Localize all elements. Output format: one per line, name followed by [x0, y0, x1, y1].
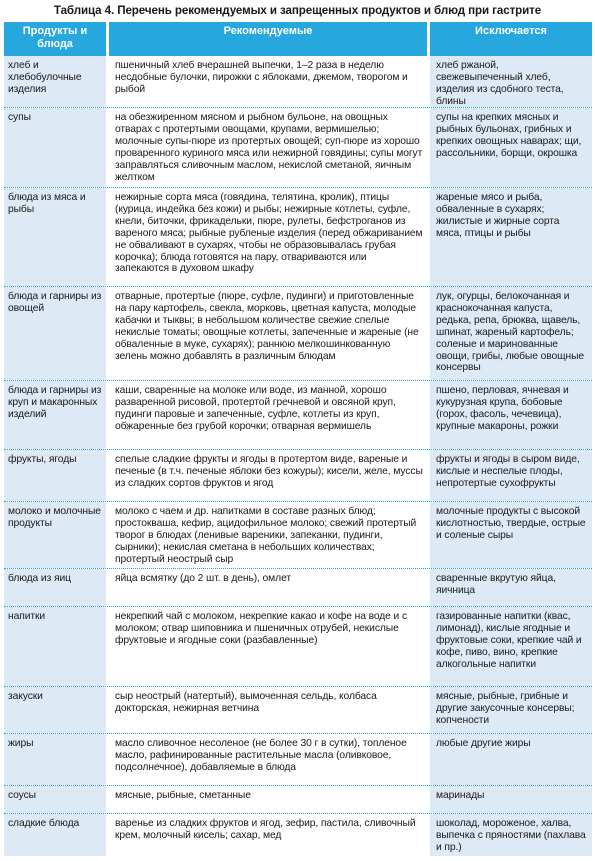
products-table: [4, 22, 592, 856]
cell-recommended: сыр неострый (натертый), вымоченная сельдь, колбаса докторская, нежирная ветчина: [115, 691, 377, 714]
cell-recommended: пшеничный хлеб вчерашней выпечки, 1–2 раза в неделю несдобные булочки, пирожки с яблоками, джемом, творогом и рыбой: [115, 60, 408, 95]
cell-product: напитки: [4, 607, 106, 686]
table-row-sweets: [4, 814, 592, 856]
cell-product: блюда из яиц: [4, 569, 106, 606]
cell-recommended: некрепкий чай с молоком, некрепкие какао и кофе на воде и с молоком; отвар шиповника и пшеничных отрубей, некислые фруктовые и ягодные соки (разбавленные): [115, 611, 408, 646]
cell-excluded: фрукты и ягоды в сыром виде, кислые и неспелые плоды, непротертые сухофрукты: [430, 450, 592, 501]
table-row-vegetables: [4, 287, 592, 381]
cell-product: блюда и гарниры из овощей: [4, 287, 106, 380]
table-row-fats: [4, 734, 592, 786]
cell-recommended: каши, сваренные на молоке или воде, из манной, хорошо разваренной рисовой, протертой гречневой и овсяной круп, пудинги паровые и запеченные, суфле, котлеты из круп, обжаренные без грубой корочки; отварная вермишель: [115, 385, 396, 432]
table-row-fruits: [4, 450, 592, 502]
cell-product: хлеб и хлебобулочные изделия: [4, 56, 106, 107]
cell-product: жиры: [4, 734, 106, 785]
cell-product: закуски: [4, 687, 106, 733]
cell-excluded: шоколад, мороженое, халва, выпечка с пряностями (пахлава и пр.): [430, 814, 592, 856]
cell-excluded: мясные, рыбные, грибные и другие закусочные консервы; копчености: [430, 687, 592, 733]
table-row-meat-fish: [4, 188, 592, 287]
table-row-drinks: [4, 607, 592, 687]
cell-product: сладкие блюда: [4, 814, 106, 856]
cell-product: фрукты, ягоды: [4, 450, 106, 501]
cell-product: соусы: [4, 786, 106, 813]
cell-excluded: жареные мясо и рыба, обваленные в сухарях; жилистые и жирные сорта мяса, птицы и рыбы: [430, 188, 592, 286]
cell-recommended: мясные, рыбные, сметанные: [115, 790, 251, 801]
table-row-snacks: [4, 687, 592, 734]
header-recommended: Рекомендуемые: [109, 22, 427, 56]
cell-recommended: молоко с чаем и др. напитками в составе разных блюд; простокваша, кефир, ацидофильное молоко; свежий протертый творог в блюдах (ленивые вареники, запеканки, пудинги, сырники); некислая сметана в небольших количествах; протертый неострый сыр: [115, 506, 417, 565]
cell-product: молоко и молочные продукты: [4, 502, 106, 568]
cell-product: блюда и гарниры из круп и макаронных изделий: [4, 381, 106, 449]
table-row-bread: [4, 56, 592, 108]
table-header: [4, 22, 592, 56]
cell-product: супы: [4, 108, 106, 187]
table-row-eggs: [4, 569, 592, 607]
cell-recommended: варенье из сладких фруктов и ягод, зефир, пастила, сливочный крем, молочный кисель; сахар, мед: [115, 818, 416, 841]
cell-product: блюда из мяса и рыбы: [4, 188, 106, 286]
cell-recommended: масло сливочное несоленое (не более 30 г в сутки), топленое масло, рафинированные растительные масла (оливковое, подсолнечное), добавляемые в блюда: [115, 738, 407, 773]
cell-excluded: газированные напитки (квас, лимонад), кислые ягодные и фруктовые соки, крепкие чай и кофе, пиво, вино, крепкие алкогольные напитки: [430, 607, 592, 686]
cell-excluded: молочные продукты с высокой кислотностью, твердые, острые и соленые сыры: [430, 502, 592, 568]
cell-excluded: пшено, перловая, ячневая и кукурузная крупа, бобовые (горох, фасоль, чечевица), крупные макароны, рожки: [430, 381, 592, 449]
header-products: Продукты и блюда: [4, 22, 106, 56]
cell-recommended: спелые сладкие фрукты и ягоды в протертом виде, вареные и печеные (в т.ч. печеные яблоки без кожуры); кисели, желе, муссы из сладких сортов фруктов и ягод: [115, 454, 423, 489]
table-row-dairy: [4, 502, 592, 569]
cell-recommended: яйца всмятку (до 2 шт. в день), омлет: [115, 573, 291, 584]
cell-excluded: супы на крепких мясных и рыбных бульонах, грибных и крепких овощных наварах; щи, рассольники, борщи, окрошка: [430, 108, 592, 187]
header-excluded: Исключается: [430, 22, 592, 56]
table-title: Таблица 4. Перечень рекомендуемых и запрещенных продуктов и блюд при гастрите: [53, 4, 542, 17]
table-row-cereals: [4, 381, 592, 450]
cell-recommended: на обезжиренном мясном и рыбном бульоне, на овощных отварах с протертыми овощами, крупами, вермишелью; молочные супы-пюре из протертых овощей; суп-пюре из хорошо проваренного куриного мяса или нежирной говядины; супы могут заправляться сливочным маслом, некислой сметаной, яичным желтком: [115, 112, 423, 183]
cell-excluded: маринады: [430, 786, 592, 813]
cell-recommended: отварные, протертые (пюре, суфле, пудинги) и приготовленные на пару картофель, свекла, морковь, цветная капуста, молодые кабачки и тыквы; в небольшом количестве свежие спелые некислые томаты; овощные котлеты, запеченные и жареные (не обваленные в муке, сухарях); раннюю мелкошинкованную зелень можно добавлять в различным блюдам: [115, 291, 419, 362]
table-row-soups: [4, 108, 592, 188]
cell-excluded: лук, огурцы, белокочанная и краснокочанная капуста, редька, репа, брюква, щавель, шпинат, жареный картофель; соленые и маринованные овощи, грибы, любые овощные консервы: [430, 287, 592, 380]
cell-recommended: нежирные сорта мяса (говядина, телятина, кролик), птицы (курица, индейка без кожи) и рыбы; нежирные котлеты, суфле, кнели, биточки, фрикадельки, пюре, рулеты, бефстроганов из вареного мяса; рыбные рубленые изделия (перед обжариванием не обваливают в сухарях, чтобы не образовывалась грубая корочка); блюда готовятся на пару, отвариваются или запекаются в духовом шкафу: [115, 192, 423, 275]
cell-excluded: сваренные вкрутую яйца, яичница: [430, 569, 592, 606]
cell-excluded: хлеб ржаной, свежевыпеченный хлеб, изделия из сдобного теста, блины: [430, 56, 592, 107]
cell-excluded: любые другие жиры: [430, 734, 592, 785]
table-row-sauces: [4, 786, 592, 814]
